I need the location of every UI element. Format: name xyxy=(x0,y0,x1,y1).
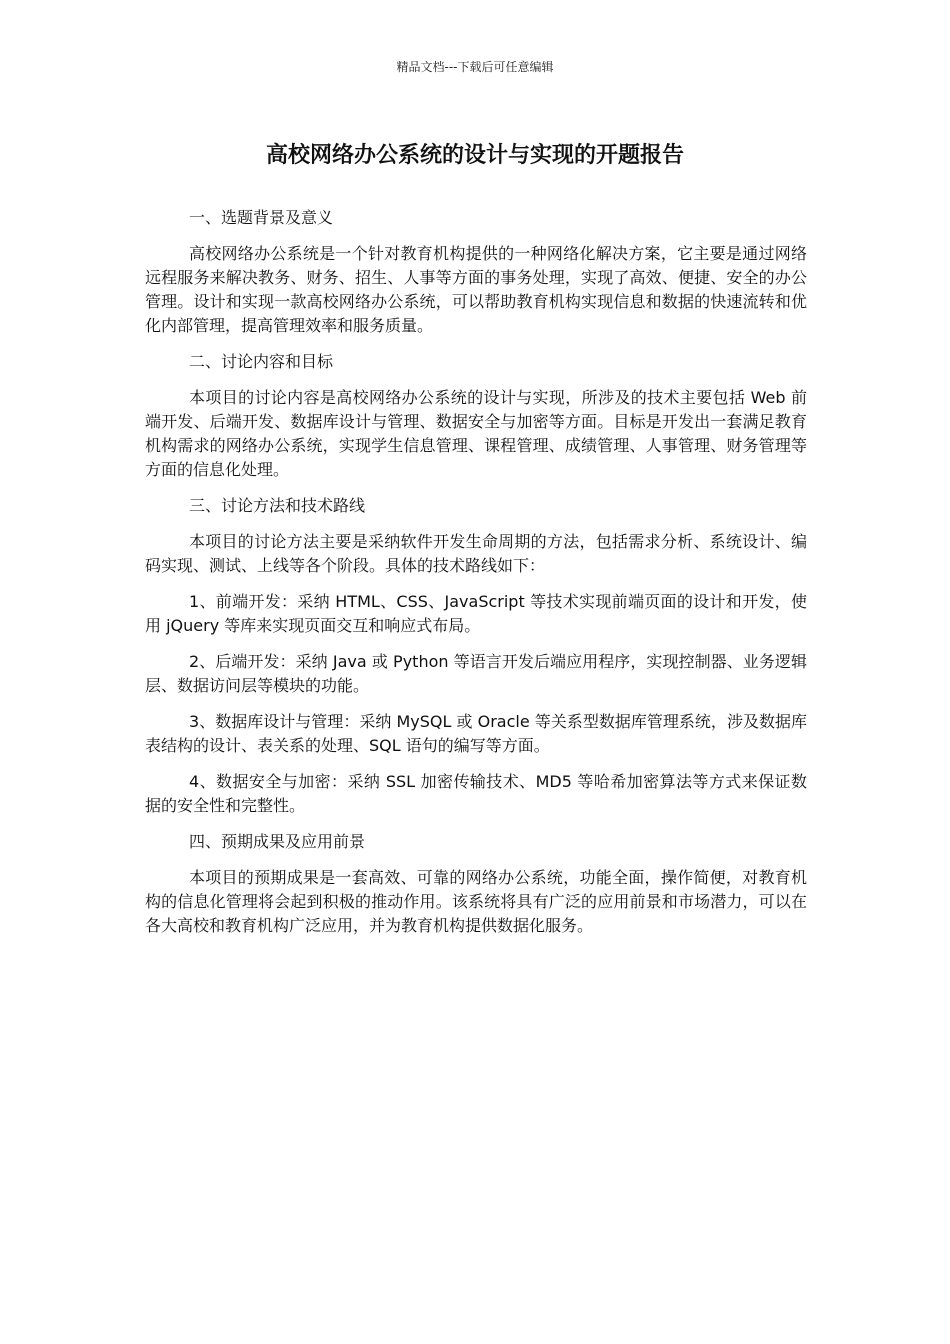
header-note: 精品文档---下载后可任意编辑 xyxy=(396,60,554,74)
section-heading-content-goals: 二、讨论内容和目标 xyxy=(189,352,334,371)
paragraph-frontend: 1、前端开发：采纳 HTML、CSS、JavaScript 等技术实现前端页面的设计和开发，使用 jQuery 等库来实现页面交互和响应式布局。 xyxy=(145,592,807,635)
paragraph-background: 高校网络办公系统是一个针对教育机构提供的一种网络化解决方案，它主要是通过网络远程服务来解决教务、财务、招生、人事等方面的事务处理，实现了高效、便捷、安全的办公管理。设计和实现一款高校网络办公系统，可以帮助教育机构实现信息和数据的快速流转和优化内部管理，提高管理效率和服务质量。 xyxy=(145,244,807,335)
paragraph-content-goals: 本项目的讨论内容是高校网络办公系统的设计与实现，所涉及的技术主要包括 Web 前端开发、后端开发、数据库设计与管理、数据安全与加密等方面。目标是开发出一套满足教育机构需求的网络办公系统，实现学生信息管理、课程管理、成绩管理、人事管理、财务管理等方面的信息化处理。 xyxy=(145,388,807,479)
document-title: 高校网络办公系统的设计与实现的开题报告 xyxy=(265,143,684,168)
paragraph-methods-intro: 本项目的讨论方法主要是采纳软件开发生命周期的方法，包括需求分析、系统设计、编码实现、测试、上线等各个阶段。具体的技术路线如下： xyxy=(145,532,807,575)
document-body xyxy=(145,206,807,950)
paragraph-backend: 2、后端开发：采纳 Java 或 Python 等语言开发后端应用程序，实现控制器、业务逻辑层、数据访问层等模块的功能。 xyxy=(145,652,807,695)
paragraph-security: 4、数据安全与加密：采纳 SSL 加密传输技术、MD5 等哈希加密算法等方式来保证数据的安全性和完整性。 xyxy=(145,772,807,815)
section-heading-methods: 三、讨论方法和技术路线 xyxy=(189,496,366,515)
paragraph-outcomes: 本项目的预期成果是一套高效、可靠的网络办公系统，功能全面，操作简便，对教育机构的信息化管理将会起到积极的推动作用。该系统将具有广泛的应用前景和市场潜力，可以在各大高校和教育机构广泛应用，并为教育机构提供数据化服务。 xyxy=(145,868,807,935)
paragraph-database: 3、数据库设计与管理：采纳 MySQL 或 Oracle 等关系型数据库管理系统，涉及数据库表结构的设计、表关系的处理、SQL 语句的编写等方面。 xyxy=(145,712,807,755)
section-heading-outcomes: 四、预期成果及应用前景 xyxy=(189,832,366,851)
section-heading-background: 一、选题背景及意义 xyxy=(189,208,334,227)
